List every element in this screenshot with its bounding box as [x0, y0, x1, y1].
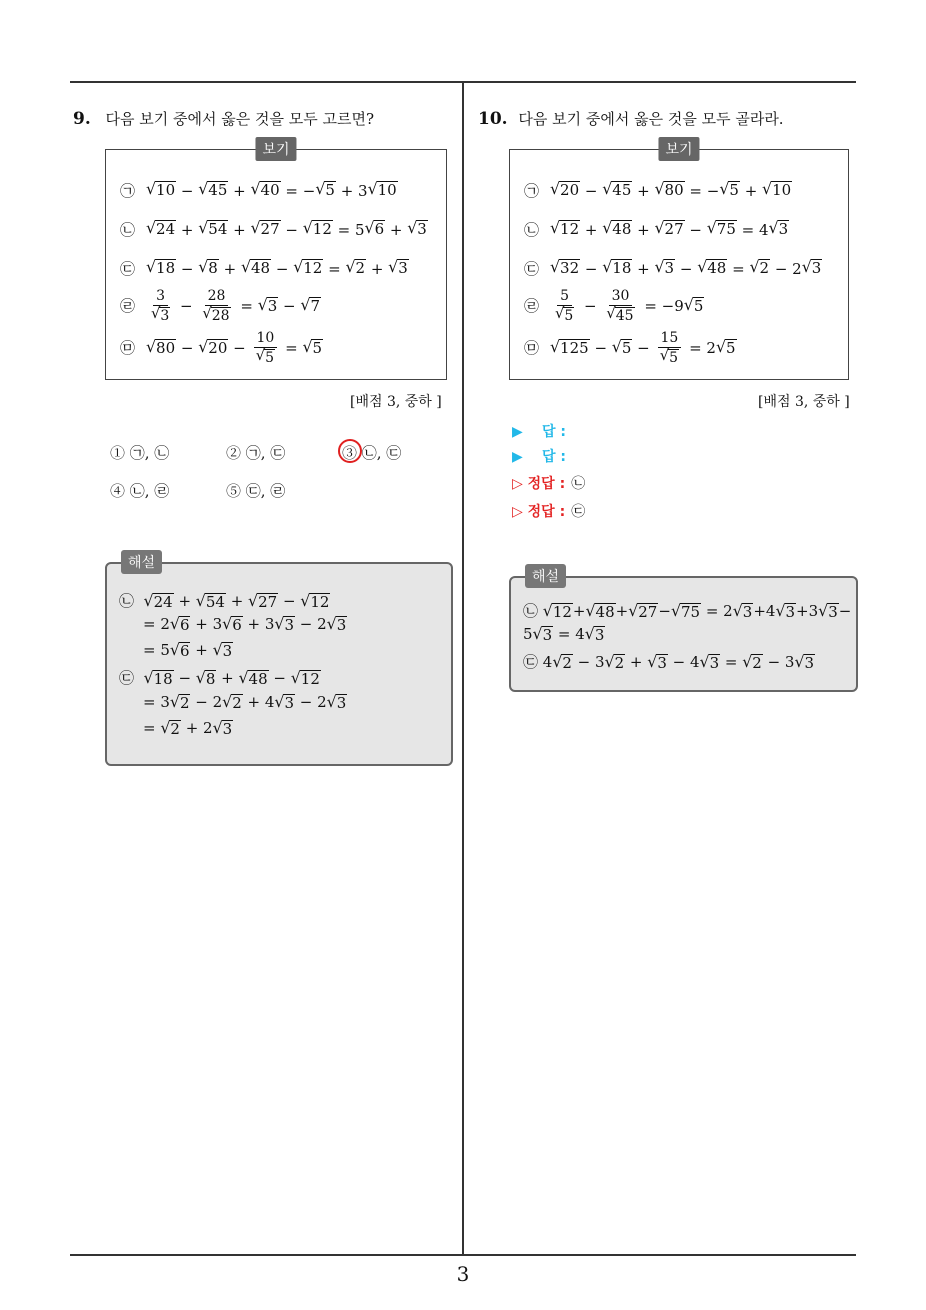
q10-bogi-box — [509, 142, 849, 380]
q9-selected-circle-mark — [338, 439, 362, 463]
play-triangle-icon: ▶ — [512, 449, 523, 465]
q10-answer-line-1[interactable]: ▶ 답 : — [512, 424, 566, 440]
q9-item-1: ㉠ √ 10 − √ 45 + √ 40 = − √ 5 + 3 √ 10 — [120, 179, 397, 200]
q10-solution-title: 해설 — [525, 564, 566, 588]
q9-solution-line-2: = 2 √ 6 + 3 √ 6 + 3 √ 3 − 2 √ 3 — [143, 614, 347, 634]
q9-item-3: ㉢ √ 18 − √ 8 + √ 48 − √ 12 = √ 2 + √ 3 — [120, 257, 408, 278]
column-divider — [462, 83, 464, 1256]
question-10-text: 다음 보기 중에서 옳은 것을 모두 골라라. — [518, 110, 784, 128]
q10-solution-line-1: ㉡ √ 12 + √ 48 + √ 27 − √ 75 = 2 √ 3 +4 √ 3 +3 √ 3 − — [523, 601, 852, 621]
q9-bogi-title: 보기 — [255, 137, 296, 161]
q10-score: [배점 3, 중하 ] — [758, 394, 850, 410]
q9-solution-line-1: ㉡ √ 24 + √ 54 + √ 27 − √ 12 — [119, 591, 330, 611]
q10-item-2: ㉡ √ 12 + √ 48 + √ 27 − √ 75 = 4 √ 3 — [524, 218, 789, 239]
q10-bogi-title: 보기 — [658, 137, 699, 161]
question-9-header — [73, 108, 374, 129]
q9-solution-box — [105, 555, 453, 766]
q9-solution-title: 해설 — [121, 550, 162, 574]
play-triangle-icon: ▶ — [512, 424, 523, 440]
q9-item-2: ㉡ √ 24 + √ 54 + √ 27 − √ 12 = 5 √ 6 + √ 3 — [120, 218, 427, 239]
question-9-text: 다음 보기 중에서 옳은 것을 모두 고르면? — [105, 110, 375, 128]
q9-choice-1[interactable]: ① ㉠, ㉡ — [110, 444, 170, 462]
q10-answer-line-2[interactable]: ▶ 답 : — [512, 449, 566, 465]
outline-triangle-icon: ▷ — [512, 504, 523, 520]
q9-item-4: ㉣ 3 √ 3 − 28 √ 28 = √ 3 − √ 7 — [120, 288, 320, 324]
q10-item-5: ㉤ √ 125 − √ 5 − 15 √ 5 = 2 √ 5 — [524, 330, 736, 366]
q10-correct-line-1: ▷ 정답 : ㉡ — [512, 476, 586, 492]
q10-solution-box — [509, 569, 858, 692]
q9-choice-5[interactable]: ⑤ ㉢, ㉣ — [226, 482, 286, 500]
page-number: 3 — [456, 1262, 470, 1286]
question-9-number: 9. — [73, 109, 91, 129]
outline-triangle-icon: ▷ — [512, 476, 523, 492]
bottom-rule — [70, 1254, 856, 1256]
q9-choice-4[interactable]: ④ ㉡, ㉣ — [110, 482, 170, 500]
question-10-header — [478, 108, 784, 129]
q9-solution-line-5: = 3 √ 2 − 2 √ 2 + 4 √ 3 − 2 √ 3 — [143, 692, 347, 712]
q10-correct-line-2: ▷ 정답 : ㉢ — [512, 504, 586, 520]
q9-item-5: ㉤ √ 80 − √ 20 − 10 √ 5 = √ 5 — [120, 330, 323, 366]
q10-solution-line-3: ㉢ 4 √ 2 − 3 √ 2 + √ 3 − 4 √ 3 = √ 2 − 3 √ 3 — [523, 652, 815, 672]
q9-choice-2[interactable]: ② ㉠, ㉢ — [226, 444, 286, 462]
q9-choice-3[interactable]: ③ ㉡, ㉢ — [342, 444, 402, 462]
q10-item-3: ㉢ √ 32 − √ 18 + √ 3 − √ 48 = √ 2 − 2 √ 3 — [524, 257, 822, 278]
question-10-number: 10. — [478, 109, 508, 129]
q9-solution-line-3: = 5 √ 6 + √ 3 — [143, 640, 233, 660]
q9-bogi-box — [105, 142, 447, 380]
q9-solution-line-6: = √ 2 + 2 √ 3 — [143, 718, 233, 738]
q9-solution-line-4: ㉢ √ 18 − √ 8 + √ 48 − √ 12 — [119, 668, 320, 688]
q10-solution-line-2: 5 √ 3 = 4 √ 3 — [523, 624, 605, 644]
q10-item-4: ㉣ 5 √ 5 − 30 √ 45 = −9 √ 5 — [524, 288, 704, 324]
q10-item-1: ㉠ √ 20 − √ 45 + √ 80 = − √ 5 + √ 10 — [524, 179, 792, 200]
q9-score: [배점 3, 중하 ] — [350, 394, 442, 410]
